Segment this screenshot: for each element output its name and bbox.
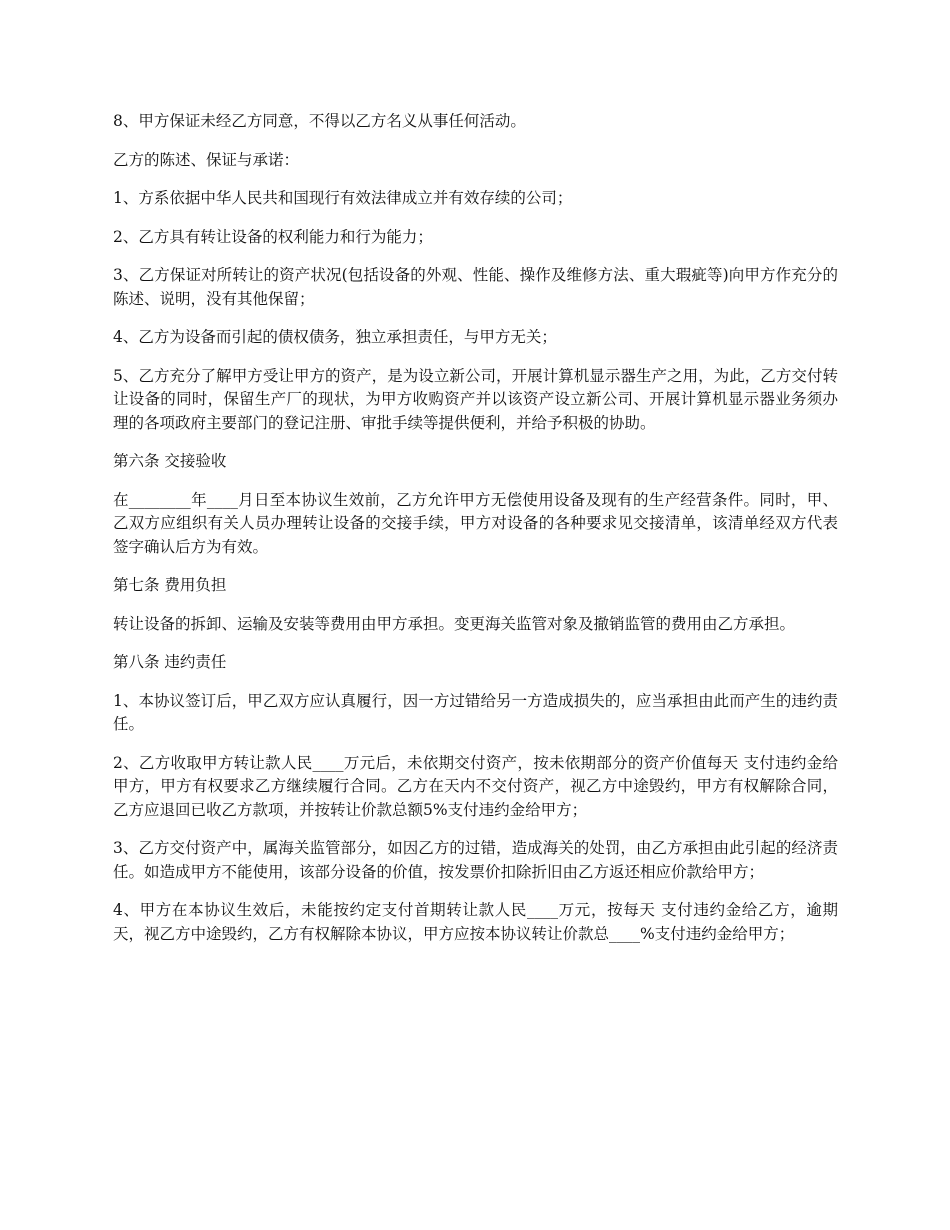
article-8-item-1: 1、本协议签订后，甲乙双方应认真履行，因一方过错给另一方造成损失的，应当承担由此而产生的违约责任。 — [113, 691, 838, 733]
article-8-item-2: 2、乙方收取甲方转让款人民____万元后，未依期交付资产，按未依期部分的资产价值每天 支付违约金给甲方，甲方有权要求乙方继续履行合同。乙方在天内不交付资产，视乙方中途毁约，甲方有权解除合同，乙方应退回已收乙方款项，并按转让价款总额5%支付违约金给甲方； — [113, 753, 838, 819]
yi-item-5: 5、乙方充分了解甲方受让甲方的资产，是为设立新公司，开展计算机显示器生产之用，为此，乙方交付转让设备的同时，保留生产厂的现状，为甲方收购资产并以该资产设立新公司、开展计算机显示器业务须办理的各项政府主要部门的登记注册、审批手续等提供便利，并给予积极的协助。 — [113, 366, 838, 432]
clause-8-jia-guarantee: 8、甲方保证未经乙方同意，不得以乙方名义从事任何活动。 — [113, 112, 526, 130]
article-8-heading: 第八条 违约责任 — [113, 653, 227, 671]
article-8-item-3: 3、乙方交付资产中，属海关监管部分，如因乙方的过错，造成海关的处罚，由乙方承担由此引起的经济责任。如造成甲方不能使用，该部分设备的价值，按发票价扣除折旧由乙方返还相应价款给甲方； — [113, 839, 838, 881]
yi-item-2: 2、乙方具有转让设备的权利能力和行为能力； — [113, 227, 433, 246]
article-8-item-4: 4、甲方在本协议生效后，未能按约定支付首期转让款人民____万元，按每天 支付违约金给乙方，逾期天，视乙方中途毁约，乙方有权解除本协议，甲方应按本协议转让价款总____%支付违约金给甲方； — [113, 901, 838, 943]
yi-item-3: 3、乙方保证对所转让的资产状况(包括设备的外观、性能、操作及维修方法、重大瑕疵等)向甲方作充分的陈述、说明，没有其他保留； — [113, 266, 838, 308]
article-6-body: 在________年____月日至本协议生效前，乙方允许甲方无偿使用设备及现有的生产经营条件。同时，甲、乙双方应组织有关人员办理转让设备的交接手续，甲方对设备的各种要求见交接清单，该清单经双方代表签字确认后方为有效。 — [113, 490, 838, 556]
yi-representations-heading: 乙方的陈述、保证与承诺： — [113, 150, 300, 169]
yi-item-4: 4、乙方为设备而引起的债权债务，独立承担责任，与甲方无关； — [113, 328, 557, 346]
document-body — [113, 110, 838, 961]
yi-item-1: 1、方系依据中华人民共和国现行有效法律成立并有效存续的公司； — [113, 189, 573, 207]
article-6-heading: 第六条 交接验收 — [113, 452, 227, 470]
article-7-body: 转让设备的拆卸、运输及安装等费用由甲方承担。变更海关监管对象及撤销监管的费用由乙方承担。 — [113, 614, 796, 633]
article-7-heading: 第七条 费用负担 — [113, 576, 227, 594]
